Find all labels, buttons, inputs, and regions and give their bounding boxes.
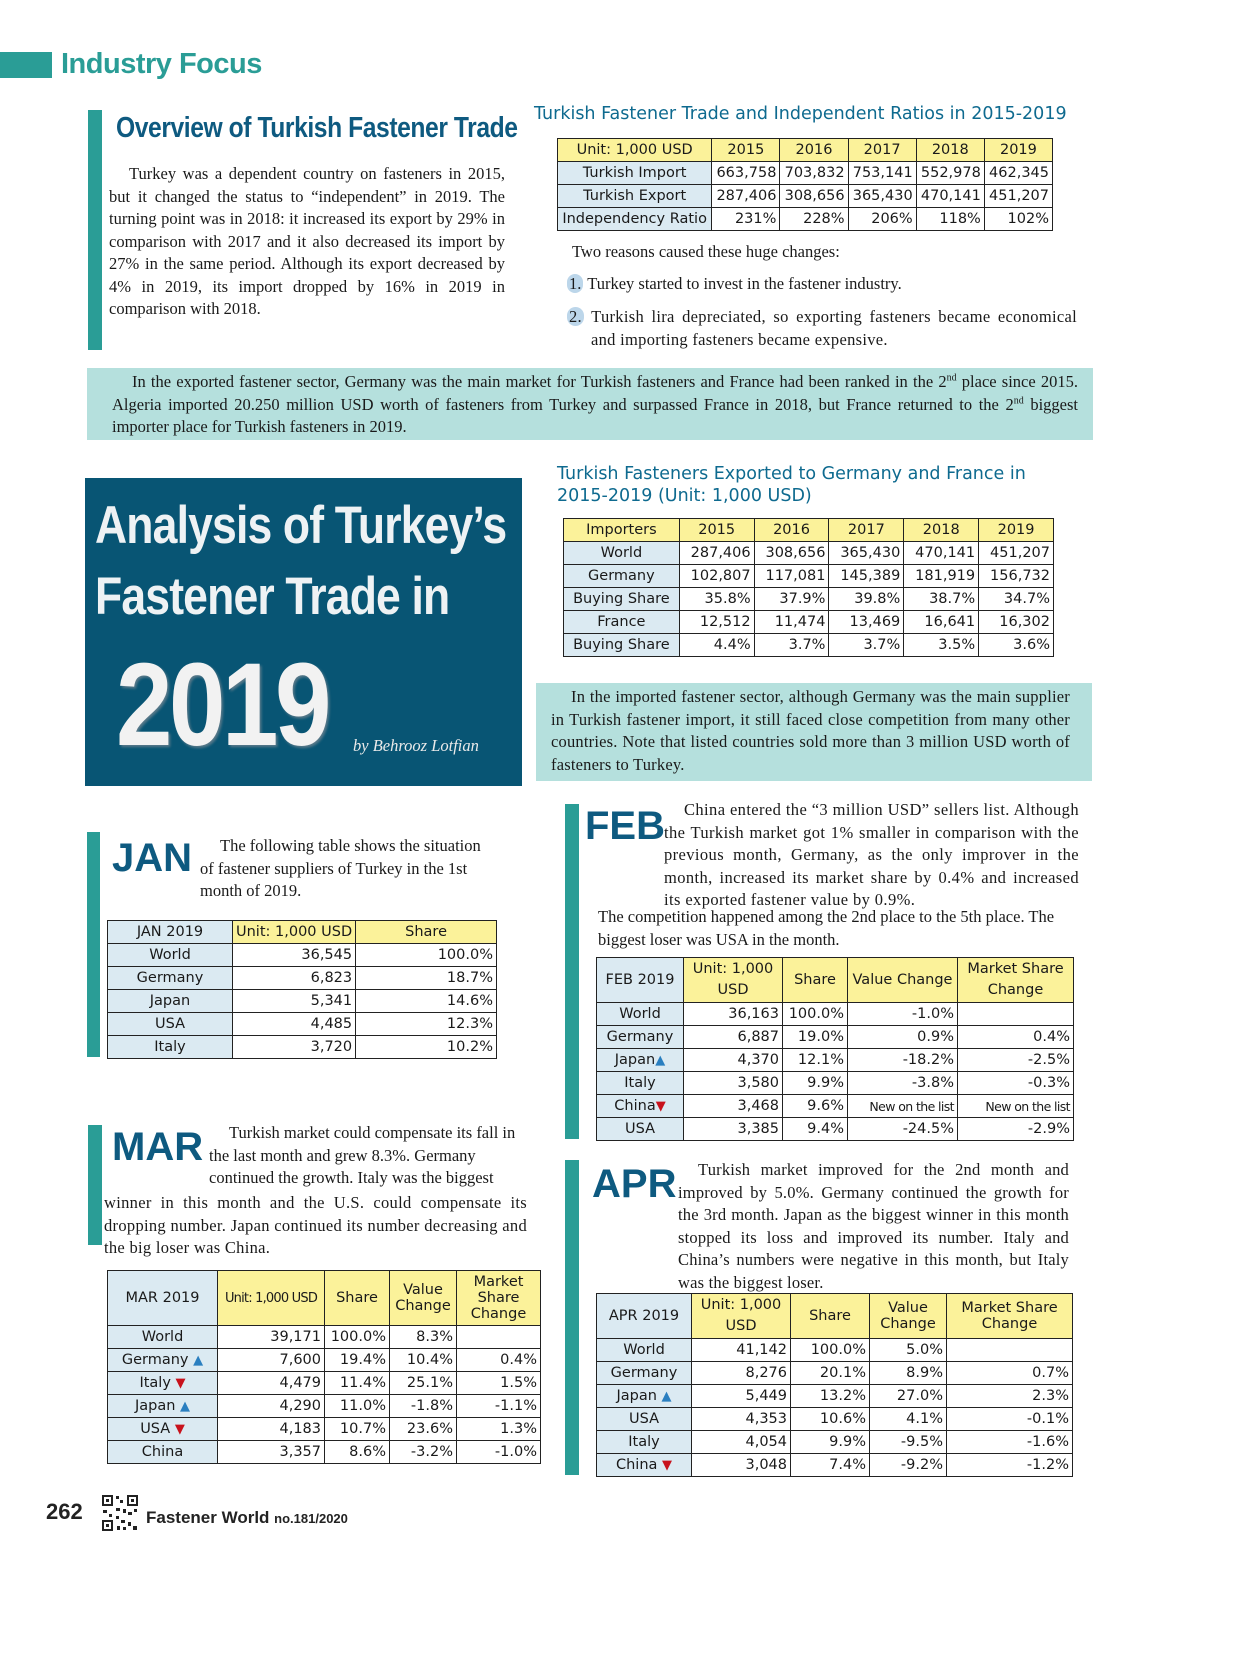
header-cell: JAN 2019 [108, 921, 233, 944]
gf-table-title-line-2: 2015-2019 (Unit: 1,000 USD) [557, 486, 812, 506]
row-label: World [597, 1339, 692, 1362]
table-row [597, 1026, 1074, 1049]
row-label: China ▼ [597, 1454, 692, 1477]
table-cell: 10.4% [390, 1349, 457, 1372]
row-label: Japan ▲ [108, 1395, 218, 1418]
table-cell: 39,171 [218, 1326, 325, 1349]
table-cell: 117,081 [754, 565, 829, 588]
table-cell: 13,469 [829, 611, 904, 634]
table-cell: 7,600 [218, 1349, 325, 1372]
header-cell: Importers [564, 519, 680, 542]
jan-body: The following table shows the situation of fastener suppliers of Turkey in the 1st month of 2019. [200, 836, 481, 900]
table-cell: 7.4% [791, 1454, 870, 1477]
table-cell: 102% [984, 208, 1052, 231]
table-cell: -0.3% [958, 1072, 1074, 1095]
table-cell: 27.0% [870, 1385, 947, 1408]
row-label: USA ▼ [108, 1418, 218, 1441]
table-row [597, 1408, 1073, 1431]
row-label: World [108, 1326, 218, 1349]
table-header-row [558, 139, 1053, 162]
table-header-row [108, 1271, 541, 1326]
table-cell [457, 1326, 541, 1349]
row-label: Italy [597, 1072, 684, 1095]
table-cell: 10.2% [356, 1036, 497, 1059]
header-cell: 2015 [712, 139, 780, 162]
reason-number-1: 1. [569, 274, 582, 293]
gf-table-title-line-1: Turkish Fasteners Exported to Germany and France in [557, 464, 1026, 484]
table-cell: 181,919 [904, 565, 979, 588]
table-cell: -2.5% [958, 1049, 1074, 1072]
table-cell: 5,449 [692, 1385, 791, 1408]
table-cell: 3,357 [218, 1441, 325, 1464]
table-cell: 4,485 [233, 1013, 356, 1036]
reason-text-1: Turkey started to invest in the fastener industry. [587, 274, 902, 293]
header-cell: Value Change [848, 958, 958, 1003]
hero-year: 2019 [116, 639, 329, 771]
table-cell: 231% [712, 208, 780, 231]
header-cell: 2016 [780, 139, 848, 162]
overview-side-bar [88, 110, 102, 350]
table-cell: 36,163 [684, 1003, 783, 1026]
row-label: World [108, 944, 233, 967]
ratio-table-title: Turkish Fastener Trade and Independent Ratios in 2015-2019 [534, 104, 1067, 124]
row-label: USA [597, 1118, 684, 1141]
table-cell: 9.9% [783, 1072, 848, 1095]
header-cell: Market Share Change [947, 1294, 1073, 1339]
table-cell: 6,887 [684, 1026, 783, 1049]
row-label: Germany [564, 565, 680, 588]
feb-body-bottom: The competition happened among the 2nd place to the 5th place. The biggest loser was USA in the month. [598, 907, 1055, 949]
table-cell: New on the list [958, 1095, 1074, 1118]
table-row [597, 1431, 1073, 1454]
table-cell: 23.6% [390, 1418, 457, 1441]
table-cell: 38.7% [904, 588, 979, 611]
table-cell: 1.3% [457, 1418, 541, 1441]
table-cell: 145,389 [829, 565, 904, 588]
table-cell: 3.7% [754, 634, 829, 657]
table-row [597, 1003, 1074, 1026]
header-cell: Share [325, 1271, 390, 1326]
header-cell: 2015 [679, 519, 754, 542]
footer-magazine [146, 1508, 348, 1528]
apr-side-bar [565, 1160, 579, 1475]
mar-table [107, 1270, 541, 1464]
table-cell: 8,276 [692, 1362, 791, 1385]
apr-label: APR [592, 1162, 677, 1206]
reason-text-2: Turkish lira depreciated, so exporting fasteners became economical and importing fasteners became expensive. [591, 307, 1077, 349]
table-cell: -3.2% [390, 1441, 457, 1464]
header-cell: Value Change [390, 1271, 457, 1326]
table-cell: 5.0% [870, 1339, 947, 1362]
feb-side-bar [565, 804, 579, 1139]
header-cell: Unit: 1,000 USD [218, 1271, 325, 1326]
row-label: Turkish Import [558, 162, 712, 185]
table-row [597, 1339, 1073, 1362]
table-cell: 365,430 [848, 185, 916, 208]
table-cell: 1.5% [457, 1372, 541, 1395]
table-row [597, 1095, 1074, 1118]
mar-body-bottom: winner in this month and the U.S. could compensate its dropping number. Japan continued its number decreasing and the big loser was China. [104, 1193, 527, 1257]
table-row [108, 944, 497, 967]
table-row [108, 1013, 497, 1036]
table-cell: 703,832 [780, 162, 848, 185]
table-cell: 287,406 [712, 185, 780, 208]
table-row [108, 1349, 541, 1372]
table-row [108, 990, 497, 1013]
table-cell: 36,545 [233, 944, 356, 967]
table-cell: 12,512 [679, 611, 754, 634]
table-cell: 308,656 [754, 542, 829, 565]
table-cell: 4,479 [218, 1372, 325, 1395]
row-label: Buying Share [564, 588, 680, 611]
table-cell: -3.8% [848, 1072, 958, 1095]
ratio-table [557, 138, 1053, 231]
table-row [108, 1372, 541, 1395]
header-accent-bar [0, 52, 52, 78]
table-cell: 12.1% [783, 1049, 848, 1072]
table-cell: -2.9% [958, 1118, 1074, 1141]
row-label: France [564, 611, 680, 634]
table-cell: -1.1% [457, 1395, 541, 1418]
table-cell: 4.4% [679, 634, 754, 657]
table-cell: 100.0% [783, 1003, 848, 1026]
overview-body: Turkey was a dependent country on fasteners in 2015, but it changed the status to “independent” in 2019. The turning point was in 2018: it increased its export by 29% in comparison with 2017 and it also decreased its import by 27% in the same period. Although its export decreased by 4% in 2019, its import dropped by 16% in 2019 in comparison with 2018. [109, 164, 505, 318]
row-label: Italy [597, 1431, 692, 1454]
table-cell: -1.8% [390, 1395, 457, 1418]
table-cell: 753,141 [848, 162, 916, 185]
header-cell: 2017 [848, 139, 916, 162]
arrow-down-icon: ▼ [662, 1457, 673, 1473]
row-label: Turkish Export [558, 185, 712, 208]
table-cell: 14.6% [356, 990, 497, 1013]
reason-number-2: 2. [569, 307, 582, 326]
table-row [558, 208, 1053, 231]
table-cell: 35.8% [679, 588, 754, 611]
table-cell: 3.5% [904, 634, 979, 657]
table-cell: 5,341 [233, 990, 356, 1013]
row-label: China▼ [597, 1095, 684, 1118]
row-label: Italy ▼ [108, 1372, 218, 1395]
row-label: China [108, 1441, 218, 1464]
table-cell: 19.4% [325, 1349, 390, 1372]
table-row [564, 565, 1054, 588]
table-cell: 25.1% [390, 1372, 457, 1395]
header-cell: 2017 [829, 519, 904, 542]
header-cell: Unit: 1,000 USD [692, 1294, 791, 1339]
magazine-name: Fastener World [146, 1508, 270, 1527]
gf-table [563, 518, 1054, 657]
table-cell: -18.2% [848, 1049, 958, 1072]
table-cell: New on the list [848, 1095, 958, 1118]
hero-title-line-2: Fastener Trade in [95, 567, 450, 626]
table-row [597, 1049, 1074, 1072]
table-cell: 206% [848, 208, 916, 231]
table-cell: 3,468 [684, 1095, 783, 1118]
table-cell: 3,048 [692, 1454, 791, 1477]
table-cell [947, 1339, 1073, 1362]
table-cell: 100.0% [325, 1326, 390, 1349]
table-row [108, 1418, 541, 1441]
table-cell: 3.7% [829, 634, 904, 657]
table-cell: 6,823 [233, 967, 356, 990]
table-cell: 3,720 [233, 1036, 356, 1059]
mar-body-top: Turkish market could compensate its fall in the last month and grew 8.3%. Germany continued the growth. Italy was the biggest [209, 1123, 516, 1187]
table-cell: 451,207 [979, 542, 1054, 565]
table-cell: 4,353 [692, 1408, 791, 1431]
arrow-down-icon: ▼ [174, 1421, 185, 1437]
row-label: Japan ▲ [597, 1385, 692, 1408]
table-header-row [108, 921, 497, 944]
table-row [597, 1385, 1073, 1408]
table-cell: -24.5% [848, 1118, 958, 1141]
row-label: Germany [108, 967, 233, 990]
table-cell: 9.4% [783, 1118, 848, 1141]
table-row [108, 1395, 541, 1418]
table-cell: 4,370 [684, 1049, 783, 1072]
table-row [564, 542, 1054, 565]
table-row [597, 1362, 1073, 1385]
table-row [108, 1441, 541, 1464]
feb-label: FEB [585, 804, 665, 848]
row-label: World [597, 1003, 684, 1026]
header-cell: 2019 [979, 519, 1054, 542]
table-cell: 3,385 [684, 1118, 783, 1141]
table-cell: 16,641 [904, 611, 979, 634]
qr-code-icon [101, 1494, 139, 1532]
table-cell: 0.7% [947, 1362, 1073, 1385]
header-cell: Value Change [870, 1294, 947, 1339]
table-cell: -0.1% [947, 1408, 1073, 1431]
jan-side-bar [87, 832, 100, 1057]
table-row [108, 1036, 497, 1059]
row-label: Germany ▲ [108, 1349, 218, 1372]
arrow-down-icon: ▼ [175, 1375, 186, 1391]
table-cell: 102,807 [679, 565, 754, 588]
table-cell: 0.4% [457, 1349, 541, 1372]
table-cell: 0.9% [848, 1026, 958, 1049]
table-row [597, 1072, 1074, 1095]
table-cell: 100.0% [791, 1339, 870, 1362]
table-row [597, 1118, 1074, 1141]
header-cell: Unit: 1,000 USD [684, 958, 783, 1003]
table-row [558, 185, 1053, 208]
header-cell: Market Share Change [958, 958, 1074, 1003]
row-label: Buying Share [564, 634, 680, 657]
reason-item-1 [567, 273, 1057, 296]
table-cell: 18.7% [356, 967, 497, 990]
header-cell: Share [356, 921, 497, 944]
table-cell: -1.6% [947, 1431, 1073, 1454]
table-cell: 16,302 [979, 611, 1054, 634]
table-cell: 552,978 [916, 162, 984, 185]
header-cell: Market Share Change [457, 1271, 541, 1326]
apr-table [596, 1293, 1073, 1477]
table-cell: 12.3% [356, 1013, 497, 1036]
row-label: Independency Ratio [558, 208, 712, 231]
table-row [564, 611, 1054, 634]
table-row [108, 967, 497, 990]
arrow-up-icon: ▲ [655, 1052, 666, 1068]
table-cell: 470,141 [904, 542, 979, 565]
table-cell: -1.2% [947, 1454, 1073, 1477]
table-cell: -9.5% [870, 1431, 947, 1454]
table-cell: 365,430 [829, 542, 904, 565]
table-cell: 37.9% [754, 588, 829, 611]
table-cell: 19.0% [783, 1026, 848, 1049]
reasons-intro: Two reasons caused these huge changes: [572, 242, 840, 261]
reason-item-2 [567, 306, 1077, 351]
row-label: Japan▲ [597, 1049, 684, 1072]
table-cell: 10.7% [325, 1418, 390, 1441]
table-cell: 4,183 [218, 1418, 325, 1441]
apr-body: Turkish market improved for the 2nd month and improved by 5.0%. Germany continued the growth for the 3rd month. Japan as the biggest winner in this month stopped its loss and improved its number. Italy and China’s numbers were negative in this month, but Italy was the biggest loser. [678, 1160, 1069, 1292]
header-cell: 2018 [904, 519, 979, 542]
table-row [564, 634, 1054, 657]
table-cell: 9.6% [783, 1095, 848, 1118]
row-label: Italy [108, 1036, 233, 1059]
arrow-down-icon: ▼ [655, 1098, 666, 1114]
table-cell: 10.6% [791, 1408, 870, 1431]
mar-label: MAR [112, 1125, 204, 1169]
header-cell: FEB 2019 [597, 958, 684, 1003]
feb-table [596, 957, 1074, 1141]
export-note-text: In the exported fastener sector, Germany was the main market for Turkish fasteners and France had been ranked in the 2nd place since 2015. Algeria imported 20.250 million USD worth of fasteners from Turkey and surpassed France in 2018, but France returned to the 2nd biggest importer place for Turkish fasteners in 2019. [112, 372, 1078, 436]
header-cell: APR 2019 [597, 1294, 692, 1339]
table-cell: 3.6% [979, 634, 1054, 657]
arrow-up-icon: ▲ [180, 1398, 191, 1414]
header-cell: MAR 2019 [108, 1271, 218, 1326]
table-cell: 13.2% [791, 1385, 870, 1408]
header-cell: Share [783, 958, 848, 1003]
table-cell [958, 1003, 1074, 1026]
table-row [564, 588, 1054, 611]
table-header-row [597, 958, 1074, 1003]
table-cell: 11.4% [325, 1372, 390, 1395]
table-cell: 8.6% [325, 1441, 390, 1464]
table-cell: 4.1% [870, 1408, 947, 1431]
row-label: USA [108, 1013, 233, 1036]
table-cell: 9.9% [791, 1431, 870, 1454]
table-header-row [597, 1294, 1073, 1339]
table-cell: 4,054 [692, 1431, 791, 1454]
arrow-up-icon: ▲ [193, 1352, 204, 1368]
table-cell: 118% [916, 208, 984, 231]
header-cell: Unit: 1,000 USD [558, 139, 712, 162]
jan-label: JAN [112, 836, 193, 880]
mar-side-bar [88, 1125, 102, 1245]
header-cell: 2016 [754, 519, 829, 542]
row-label: World [564, 542, 680, 565]
header-cell: Share [791, 1294, 870, 1339]
section-label: Industry Focus [61, 48, 262, 80]
jan-table [107, 920, 497, 1059]
table-cell: 0.4% [958, 1026, 1074, 1049]
import-note-text: In the imported fastener sector, although Germany was the main supplier in Turkish fastener import, it still faced close competition from many other countries. Note that listed countries sold more than 3 million USD worth of fasteners to Turkey. [551, 687, 1070, 774]
table-cell: 4,290 [218, 1395, 325, 1418]
table-cell: -1.0% [457, 1441, 541, 1464]
table-cell: 470,141 [916, 185, 984, 208]
table-cell: 287,406 [679, 542, 754, 565]
table-row [597, 1454, 1073, 1477]
table-cell: 100.0% [356, 944, 497, 967]
header-cell: 2018 [916, 139, 984, 162]
table-cell: 308,656 [780, 185, 848, 208]
table-cell: 8.9% [870, 1362, 947, 1385]
row-label: Germany [597, 1026, 684, 1049]
table-cell: 156,732 [979, 565, 1054, 588]
table-cell: 228% [780, 208, 848, 231]
header-cell: 2019 [984, 139, 1052, 162]
row-label: Japan [108, 990, 233, 1013]
issue-number: no.181/2020 [274, 1511, 348, 1526]
table-cell: 11.0% [325, 1395, 390, 1418]
hero-byline: by Behrooz Lotfian [353, 736, 479, 755]
table-cell: 462,345 [984, 162, 1052, 185]
table-cell: 2.3% [947, 1385, 1073, 1408]
table-cell: 8.3% [390, 1326, 457, 1349]
table-cell: -9.2% [870, 1454, 947, 1477]
table-header-row [564, 519, 1054, 542]
table-row [108, 1326, 541, 1349]
table-cell: 451,207 [984, 185, 1052, 208]
table-cell: 11,474 [754, 611, 829, 634]
table-cell: 3,580 [684, 1072, 783, 1095]
table-cell: 20.1% [791, 1362, 870, 1385]
row-label: Germany [597, 1362, 692, 1385]
arrow-up-icon: ▲ [661, 1388, 672, 1404]
table-cell: 39.8% [829, 588, 904, 611]
overview-title: Overview of Turkish Fastener Trade [116, 112, 518, 144]
table-row [558, 162, 1053, 185]
table-cell: -1.0% [848, 1003, 958, 1026]
table-cell: 663,758 [712, 162, 780, 185]
hero-title-line-1: Analysis of Turkey’s [95, 496, 507, 555]
header-cell: Unit: 1,000 USD [233, 921, 356, 944]
feb-body-top: China entered the “3 million USD” sellers list. Although the Turkish market got 1% smaller in comparison with the previous month, Germany, as the only improver in the month, increased its market share by 0.4% and increased its exported fastener value by 0.9%. [664, 800, 1079, 909]
page-number: 262 [46, 1499, 83, 1524]
table-cell: 41,142 [692, 1339, 791, 1362]
table-cell: 34.7% [979, 588, 1054, 611]
row-label: USA [597, 1408, 692, 1431]
